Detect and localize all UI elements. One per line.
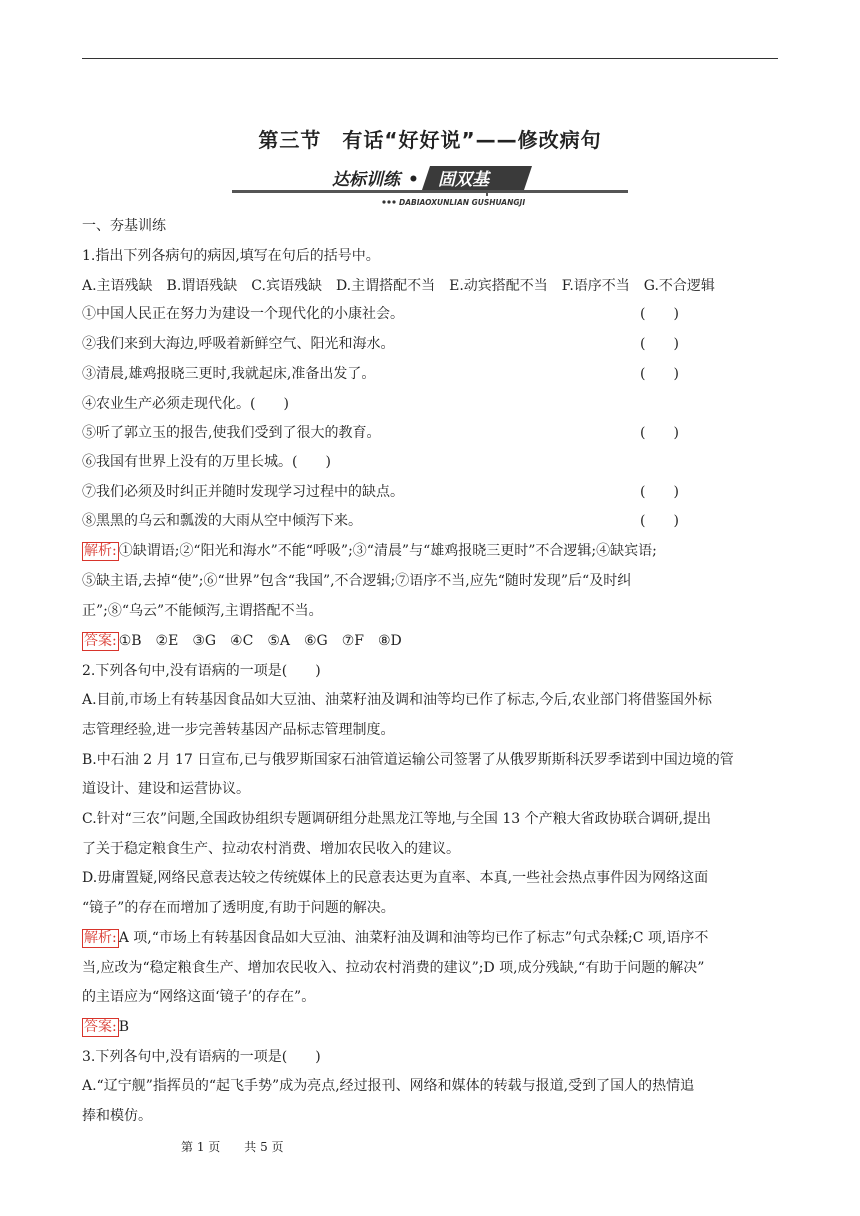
q1-item: ③清晨,雄鸡报晓三更时,我就起床,准备出发了。: [82, 366, 376, 382]
q2-option: B.中石油 2 月 17 日宣布,已与俄罗斯国家石油管道运输公司签署了从俄罗斯斯科沃罗季诺到中国边境的管: [82, 752, 734, 768]
banner-dot: •: [408, 170, 419, 190]
answer-bracket: ( ): [640, 513, 679, 529]
answer-bracket: ( ): [640, 484, 679, 500]
answer-bracket: ( ): [640, 336, 679, 352]
answer-bracket: ( ): [640, 366, 679, 382]
q1-analysis-line: 解析: ①缺谓语;②“阳光和海水”不能“呼吸”;③“清晨”与“雄鸡报晓三更时”不合逻辑;④缺宾语;: [84, 543, 657, 559]
q2-option: 志管理经验,进一步完善转基因产品标志管理制度。: [82, 722, 395, 738]
q2-analysis-line: 当,应改为“稳定粮食生产、增加农民收入、拉动农村消费的建议”;D 项,成分残缺,“有助于问题的解决”: [82, 960, 705, 976]
q3-stem: 3.下列各句中,没有语病的一项是( ): [82, 1049, 321, 1065]
q1-item: ⑧黑黑的乌云和瓢泼的大雨从空中倾泻下来。: [82, 513, 362, 529]
q2-option: 道设计、建设和运营协议。: [82, 781, 250, 797]
answer-label: 答案:: [84, 633, 117, 649]
q2-option: D.毋庸置疑,网络民意表达较之传统媒体上的民意表达更为直率、本真,一些社会热点事件因为网络这面: [82, 870, 709, 886]
analysis-label: 解析:: [84, 930, 117, 946]
q1-options: A.主语残缺 B.谓语残缺 C.宾语残缺 D.主谓搭配不当 E.动宾搭配不当 F.语序不当 G.不合逻辑: [82, 278, 715, 294]
q1-item: ①中国人民正在努力为建设一个现代化的小康社会。: [82, 306, 404, 322]
banner-pinyin: DABIAOXUNLIAN GUSHUANGJI: [399, 198, 526, 207]
q1-answer: 答案: ①B ②E ③G ④C ⑤A ⑥G ⑦F ⑧D: [84, 633, 402, 649]
q2-analysis-line: 的主语应为“网络这面‘镜子’的存在”。: [82, 989, 316, 1005]
q1-item: ②我们来到大海边,呼吸着新鲜空气、阳光和海水。: [82, 336, 395, 352]
q1-item: ④农业生产必须走现代化。( ): [82, 396, 289, 412]
q2-stem: 2.下列各句中,没有语病的一项是( ): [82, 663, 321, 679]
q2-option: “镜子”的存在而增加了透明度,有助于问题的解决。: [82, 900, 395, 916]
section-banner: [232, 164, 628, 208]
q3-option: A.“辽宁舰”指挥员的“起飞手势”成为亮点,经过报刊、网络和媒体的转载与报道,受到了国人的热情追: [82, 1078, 695, 1094]
answer-bracket: ( ): [640, 306, 679, 322]
q2-option: C.针对“三农”问题,全国政协组织专题调研组分赴黑龙江等地,与全国 13 个产粮大省政协联合调研,提出: [82, 811, 712, 827]
answer-bracket: ( ): [640, 425, 679, 441]
q1-analysis-line: ⑤缺主语,去掉“使”;⑥“世界”包含“我国”,不合逻辑;⑦语序不当,应先“随时发现”后“及时纠: [82, 573, 632, 589]
q2-option: 了关于稳定粮食生产、拉动农村消费、增加农民收入的建议。: [82, 841, 460, 857]
answer-label: 答案:: [84, 1019, 117, 1035]
page-footer: 第 1 页 共 5 页: [181, 1140, 284, 1154]
analysis-label: 解析:: [84, 543, 117, 559]
q1-item: ⑤听了郭立玉的报告,使我们受到了很大的教育。: [82, 425, 381, 441]
q3-option: 捧和模仿。: [82, 1108, 152, 1124]
q1-item: ⑥我国有世界上没有的万里长城。( ): [82, 454, 331, 470]
q2-option: A.目前,市场上有转基因食品如大豆油、油菜籽油及调和油等均已作了标志,今后,农业部门将借鉴国外标: [82, 692, 712, 708]
q2-analysis-line: 解析: A 项,“市场上有转基因食品如大豆油、油菜籽油及调和油等均已作了标志”句式杂糅;C 项,语序不: [84, 930, 709, 946]
q1-stem: 1.指出下列各病句的病因,填写在句后的括号中。: [82, 248, 380, 264]
banner-main: 达标训练: [332, 170, 400, 190]
header-rule: [82, 58, 778, 59]
q1-analysis-line: 正”;⑧“乌云”不能倾泻,主谓搭配不当。: [82, 603, 323, 619]
q1-item: ⑦我们必须及时纠正并随时发现学习过程中的缺点。: [82, 484, 404, 500]
q2-answer: 答案: B: [84, 1019, 130, 1035]
banner-highlight: 固双基: [438, 170, 489, 190]
page-title: 第三节 有话“好好说”——修改病句: [258, 128, 602, 152]
section-heading: 一、夯基训练: [82, 218, 166, 234]
